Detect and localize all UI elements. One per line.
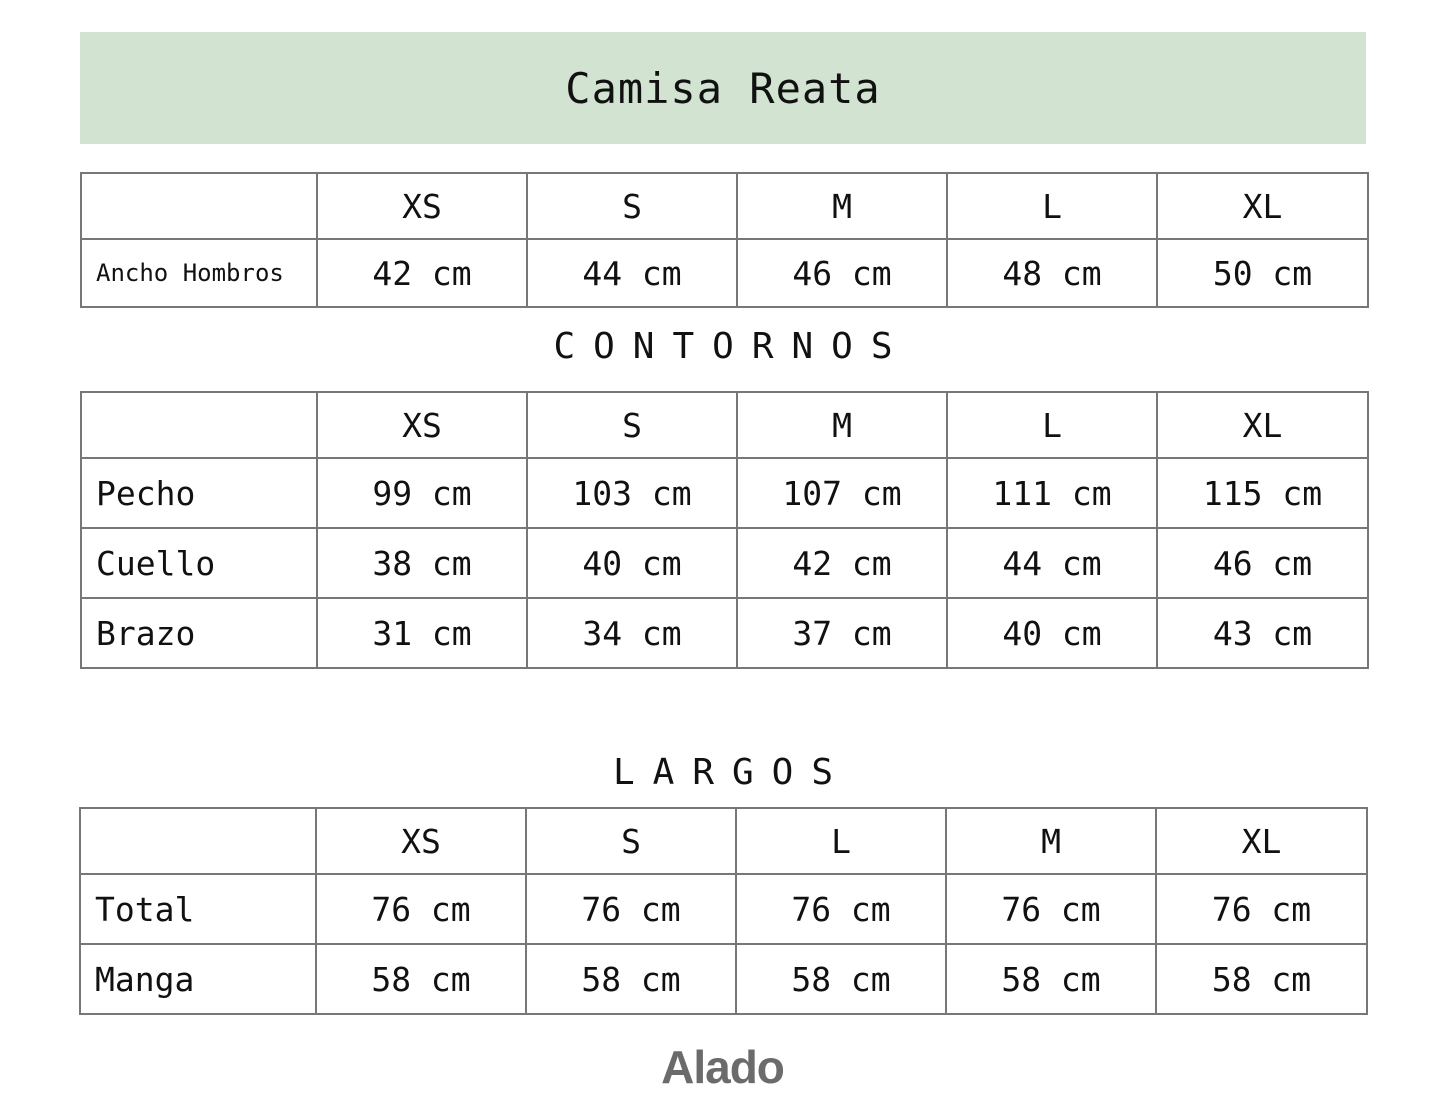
header-cell-size: XL xyxy=(1156,808,1367,874)
row-label: Manga xyxy=(80,944,316,1014)
header-cell-empty xyxy=(80,808,316,874)
contornos-table xyxy=(80,391,1369,669)
header-cell-size: L xyxy=(736,808,946,874)
header-cell-empty xyxy=(81,173,317,239)
table-row xyxy=(81,239,1368,307)
table-row xyxy=(80,944,1367,1014)
measurement-cell: 58 cm xyxy=(1156,944,1367,1014)
measurement-cell: 107 cm xyxy=(737,458,947,528)
measurement-cell: 58 cm xyxy=(736,944,946,1014)
page-title: Camisa Reata xyxy=(565,63,881,113)
measurement-cell: 34 cm xyxy=(527,598,737,668)
measurement-cell: 76 cm xyxy=(1156,874,1367,944)
table-header-row xyxy=(80,808,1367,874)
table-row xyxy=(81,598,1368,668)
table-row xyxy=(80,874,1367,944)
measurement-cell: 58 cm xyxy=(316,944,526,1014)
measurement-cell: 46 cm xyxy=(1157,528,1368,598)
row-label: Cuello xyxy=(81,528,317,598)
measurement-cell: 99 cm xyxy=(317,458,527,528)
measurement-cell: 115 cm xyxy=(1157,458,1368,528)
measurement-cell: 76 cm xyxy=(736,874,946,944)
header-cell-size: S xyxy=(526,808,736,874)
measurement-cell: 76 cm xyxy=(526,874,736,944)
header-cell-size: S xyxy=(527,173,737,239)
header-cell-size: XS xyxy=(317,173,527,239)
measurement-cell: 50 cm xyxy=(1157,239,1368,307)
section-title-largos: LARGOS xyxy=(612,752,852,793)
measurement-cell: 42 cm xyxy=(317,239,527,307)
header-cell-size: L xyxy=(947,392,1157,458)
table-header-row xyxy=(81,392,1368,458)
shoulder-size-table xyxy=(80,172,1369,308)
measurement-cell: 40 cm xyxy=(947,598,1157,668)
measurement-cell: 103 cm xyxy=(527,458,737,528)
row-label: Pecho xyxy=(81,458,317,528)
measurement-cell: 31 cm xyxy=(317,598,527,668)
measurement-cell: 40 cm xyxy=(527,528,737,598)
measurement-cell: 58 cm xyxy=(946,944,1156,1014)
header-cell-empty xyxy=(81,392,317,458)
measurement-cell: 43 cm xyxy=(1157,598,1368,668)
header-cell-size: XS xyxy=(316,808,526,874)
table-header-row xyxy=(81,173,1368,239)
table-row xyxy=(81,458,1368,528)
header-cell-size: M xyxy=(946,808,1156,874)
measurement-cell: 37 cm xyxy=(737,598,947,668)
measurement-cell: 48 cm xyxy=(947,239,1157,307)
header-cell-size: M xyxy=(737,392,947,458)
section-title-contornos: CONTORNOS xyxy=(553,326,911,367)
measurement-cell: 111 cm xyxy=(947,458,1157,528)
measurement-cell: 38 cm xyxy=(317,528,527,598)
header-cell-size: XS xyxy=(317,392,527,458)
measurement-cell: 46 cm xyxy=(737,239,947,307)
measurement-cell: 44 cm xyxy=(527,239,737,307)
row-label: Ancho Hombros xyxy=(81,239,317,307)
header-cell-size: S xyxy=(527,392,737,458)
row-label: Brazo xyxy=(81,598,317,668)
measurement-cell: 42 cm xyxy=(737,528,947,598)
measurement-cell: 76 cm xyxy=(316,874,526,944)
measurement-cell: 44 cm xyxy=(947,528,1157,598)
largos-table xyxy=(79,807,1368,1015)
header-cell-size: M xyxy=(737,173,947,239)
measurement-cell: 58 cm xyxy=(526,944,736,1014)
measurement-cell: 76 cm xyxy=(946,874,1156,944)
brand-logo-text: Alado xyxy=(661,1041,784,1093)
header-cell-size: XL xyxy=(1157,173,1368,239)
title-banner xyxy=(80,32,1366,144)
row-label: Total xyxy=(80,874,316,944)
header-cell-size: L xyxy=(947,173,1157,239)
header-cell-size: XL xyxy=(1157,392,1368,458)
table-row xyxy=(81,528,1368,598)
